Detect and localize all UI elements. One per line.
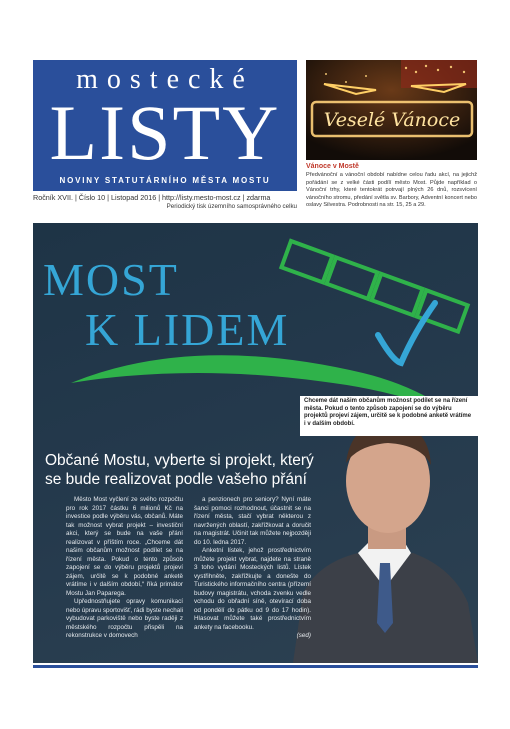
hero-panel <box>33 223 478 663</box>
bottom-divider <box>33 665 478 668</box>
paragraph: Město Most vyčlení ze svého rozpočtu pro rok 2017 částku 6 milionů Kč na investice podle výběru vás, občanů. Máte tak možnost vybrat projekt – investiční akci, který se bude na vaše přání realizovat v příštím roce. „Chceme dát našim občanům možnost podílet se na řízení města. Pokud o tento způsob zapojení se do výběru projektů projeví zájem, určitě se k podobné anketě vrátíme i v dalším období,“ říká primátor Mostu Jan Paparega. <box>66 496 183 597</box>
masthead-title-small: mostecké <box>76 64 254 95</box>
article-column-2 <box>194 496 311 641</box>
author-signature: (sed) <box>296 632 311 639</box>
masthead-tagline: NOVINY STATUTÁRNÍHO MĚSTA MOSTU <box>59 176 271 185</box>
paragraph: a penzionech pro seniory? Nyní máte šanci pomoci rozhodnout, účastnit se na řízení města, stačí vybrat některou z navržených oblastí, zakřížkovat a doručit na magistrát. Učinit tak můžete nejpozději do 10. ledna 2017. <box>194 496 311 546</box>
article-column-1 <box>66 496 183 641</box>
masthead <box>33 60 297 191</box>
paragraph: Anketní lístek, jehož prostřednictvím můžete projekt vybrat, najdete na straně 3 toho vydání Mosteckých listů. Lístek vystřihněte, zakřížkujte a donešte do Turistického informačního centra (přízemí budovy magistrátu, vchoda zvenku vedle vchodu do obřadní síně, otevírací doba od pondělí do pátku od 9 do 17 hodin). Hlasovat můžete také prostřednictvím ankety na facebooku. <box>194 547 311 631</box>
article-body <box>66 496 311 656</box>
photo-text: Předvánoční a vánoční období nabídne celou řadu akcí, na jejichž pořádání se z velké části podílí město Most. Půjde například o Vánoční trhy, které tentokrát potrvají plných 26 dnů, rozsvícení vánočního stromu, předání světla sv. Barbory, Adventní koncert nebo oslavy Silvestra. Podrobnosti na str. 15, 25 a 29. <box>306 172 477 208</box>
headline: Občané Mostu, vyberte si projekt, který se bude realizovat podle vašeho přání <box>45 452 314 488</box>
logo-line1: MOST <box>43 254 179 305</box>
paragraph: Upřednostňujete opravy komunikací nebo úpravu sportovišť, rádi byste nechali vybudovat parkoviště nebo byste raději z městského rozpočtu přispěli na rekonstrukce v domovech <box>66 598 183 639</box>
photo-caption: Chceme dát našim občanům možnost podílet se na řízení města. Pokud o tento způsob zapojení se do výběru projektů projeví zájem, určitě se k podobné anketě vrátíme i v dalším období. <box>300 396 478 436</box>
photo-title: Vánoce v Mostě <box>306 163 359 170</box>
issue-subline: Periodický tisk územního samosprávného celku <box>166 203 297 210</box>
christmas-photo <box>306 60 477 160</box>
issue-info: Ročník XVII. | Číslo 10 | Listopad 2016 | http://listy.mesto-most.cz | zdarma <box>33 193 271 202</box>
christmas-lights-image <box>306 60 477 160</box>
masthead-title-big: LISTY <box>49 89 281 176</box>
logo-line2: K LIDEM <box>85 304 290 355</box>
photo-sign-text: Veselé Vánoce <box>323 109 461 131</box>
checkbox-strip <box>281 241 467 332</box>
